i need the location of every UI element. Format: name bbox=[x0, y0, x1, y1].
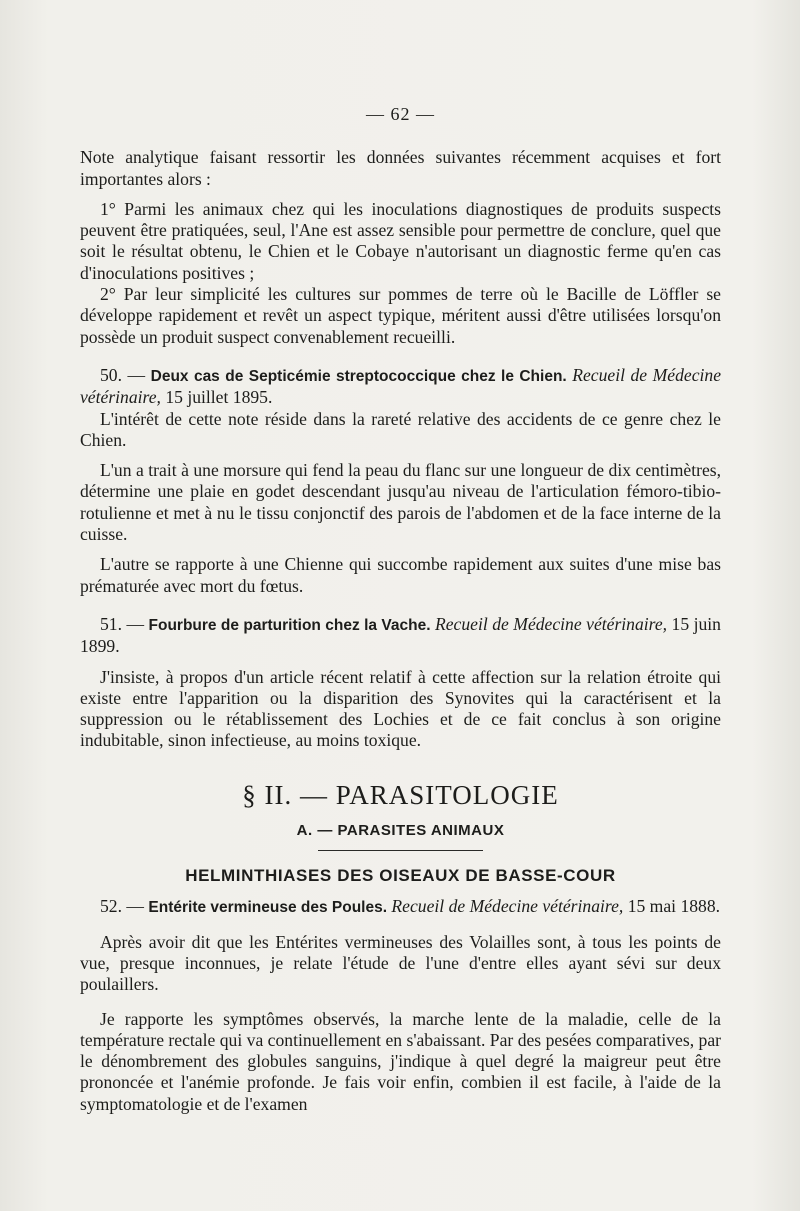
entry-51-heading bbox=[80, 614, 721, 658]
entry-50-heading bbox=[80, 365, 721, 409]
entry-50-title: Deux cas de Septicémie streptococcique chez le Chien. bbox=[150, 367, 567, 385]
entry-52-source: Recueil de Médecine vétérinaire, bbox=[391, 896, 624, 917]
entry-52-title: Entérite vermineuse des Poules. bbox=[148, 899, 388, 917]
intro-point-2: 2° Par leur simplicité les cultures sur pommes de terre où le Bacille de Löffler se développe rapidement et revêt un aspect typique, méritent aussi d'être utilisées lorsqu'on possède un produit suspect convenablement recueilli. bbox=[80, 284, 721, 347]
entry-52-number: 52. — bbox=[100, 896, 144, 917]
section-heading: § II. — PARASITOLOGIE bbox=[242, 779, 559, 810]
subsection-heading: A. — PARASITES ANIMAUX bbox=[296, 821, 505, 839]
intro-point-1: 1° Parmi les animaux chez qui les inoculations diagnostiques de produits suspects peuvent être pratiquées, seul, l'Ane est assez sensible pour permettre de conclure, quel que soit le résultat obtenu, le Chien et le Cobaye n'autorisant un diagnostic ferme qu'en cas d'inoculations positives ; bbox=[80, 198, 721, 283]
entry-51-source: Recueil de Médecine vétérinaire, bbox=[435, 613, 668, 634]
entry-50-date: 15 juillet 1895. bbox=[165, 387, 273, 408]
group-heading: HELMINTHIASES DES OISEAUX DE BASSE-COUR bbox=[185, 866, 616, 886]
entry-51-date: 15 juin 1899. bbox=[80, 613, 721, 657]
entry-52-paragraph-1: Après avoir dit que les Entérites vermineuses des Volailles sont, à tous les points de vue, presque inconnues, je relate l'étude de l'une d'entre elles ayant sévi sur deux poulaillers. bbox=[80, 931, 721, 995]
text-column bbox=[80, 104, 721, 1115]
entry-51-title: Fourbure de parturition chez la Vache. bbox=[148, 616, 431, 634]
heading-rule bbox=[318, 850, 483, 851]
entry-52-heading bbox=[80, 896, 721, 918]
entry-50-paragraph-1: L'intérêt de cette note réside dans la rareté relative des accidents de ce genre chez le Chien. bbox=[80, 408, 721, 450]
page-number: — 62 — bbox=[366, 104, 435, 124]
entry-50-paragraph-2: L'un a trait à une morsure qui fend la peau du flanc sur une longueur de dix centimètres, détermine une plaie en godet descendant jusqu'au niveau de l'articulation fémoro-tibio-rotulienne et met à nu le tissu conjonctif des parois de l'abdomen et de la face interne de la cuisse. bbox=[80, 460, 721, 545]
entry-50-source: Recueil de Médecine vétérinaire, bbox=[80, 364, 721, 408]
intro-paragraph: Note analytique faisant ressortir les données suivantes récemment acquises et fort importantes alors : bbox=[80, 147, 721, 189]
entry-50-paragraph-3: L'autre se rapporte à une Chienne qui succombe rapidement aux suites d'une mise bas prématurée avec mort du fœtus. bbox=[80, 554, 721, 596]
entry-52-paragraph-2: Je rapporte les symptômes observés, la marche lente de la maladie, celle de la température rectale qui va continuellement en s'abaissant. Par des pesées comparatives, par le dénombrement des globules sanguins, j'indique à quel degré la maigreur peut être prononcée et l'anémie profonde. Je fais voir enfin, combien il est facile, à l'aide de la symptomatologie et de l'examen bbox=[80, 1008, 721, 1114]
entry-51-number: 51. — bbox=[100, 613, 145, 634]
entry-52-date: 15 mai 1888. bbox=[627, 896, 721, 917]
entry-50-number: 50. — bbox=[100, 364, 146, 385]
entry-51-paragraph-1: J'insiste, à propos d'un article récent relatif à cette affection sur la relation étroite qui existe entre l'apparition ou la disparition des Synovites qui la caractérisent et la suppression ou le rétablissement des Lochies et de ce fait conclus à son origine indubitable, sinon infectieuse, au moins toxique. bbox=[80, 666, 721, 751]
